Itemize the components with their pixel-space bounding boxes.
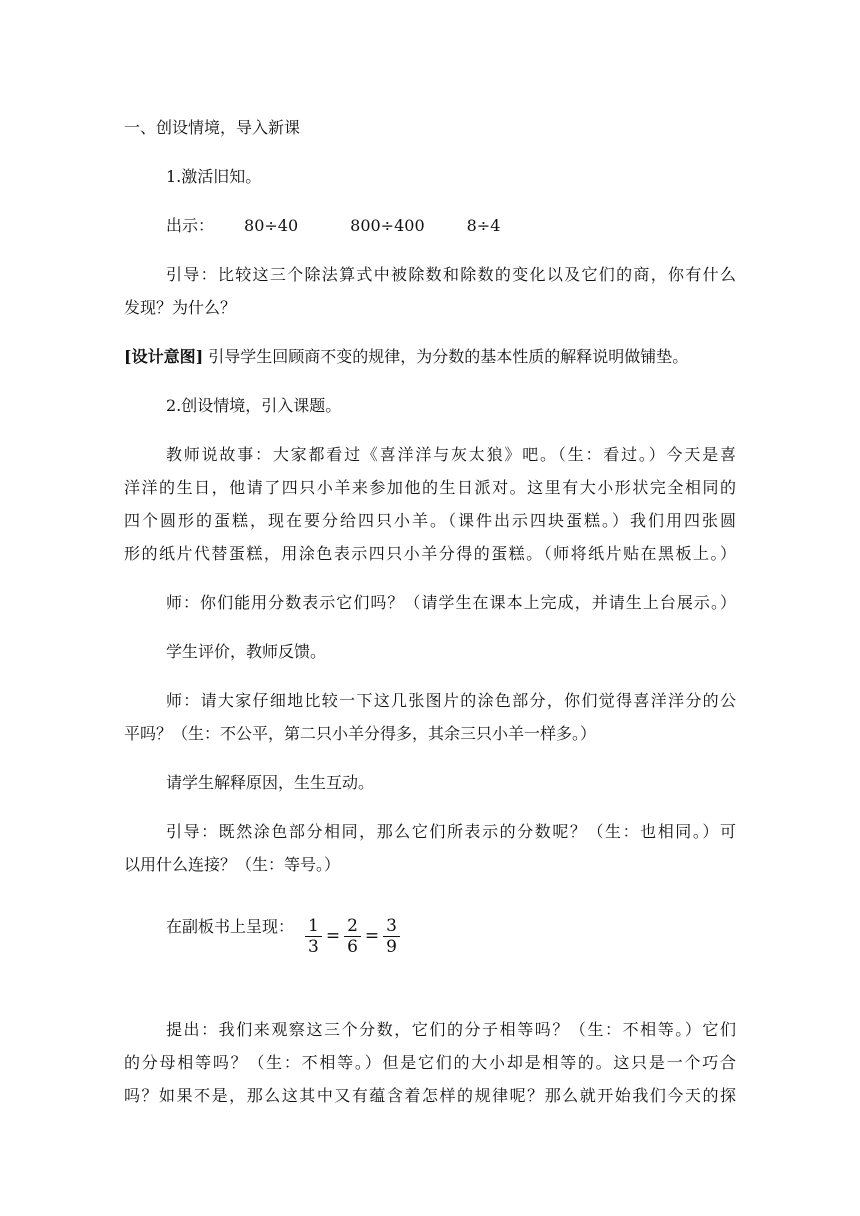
student-evaluation: 学生评价，教师反馈。: [166, 642, 327, 661]
section-heading: 一、创设情境，导入新课: [124, 118, 301, 137]
show-line: [166, 216, 500, 236]
fraction-2: [344, 916, 361, 957]
propose-line-1: 提出：我们来观察这三个分数，它们的分子相等吗？（生：不相等。）它们: [166, 1020, 736, 1039]
fraction-2-numerator: 2: [344, 916, 361, 937]
step-2-title: 2.创设情境，引入课题。: [166, 396, 342, 415]
guide-1-line-2: 发现？为什么？: [124, 298, 237, 317]
board-line: [166, 912, 403, 960]
fraction-3-denominator: 9: [386, 936, 397, 957]
teacher-question-1: 师：你们能用分数表示它们吗？（请学生在课本上完成，并请生上台展示。）: [166, 593, 736, 612]
guide-1-line-1: 引导：比较这三个除法算式中被除数和除数的变化以及它们的商，你有什么: [166, 265, 736, 284]
expression-2: 800÷400: [350, 216, 425, 235]
design-intent-text: 引导学生回顾商不变的规律，为分数的基本性质的解释说明做铺垫。: [203, 347, 689, 366]
fraction-3-numerator: 3: [383, 916, 400, 937]
fraction-1-denominator: 3: [308, 936, 319, 957]
story-line-1: 教师说故事：大家都看过《喜洋洋与灰太狼》吧。（生：看过。）今天是喜: [166, 445, 736, 464]
design-intent: [124, 347, 688, 367]
board-label: 在副板书上呈现：: [166, 917, 295, 936]
propose-line-3: 吗？如果不是，那么这其中又有蕴含着怎样的规律呢？那么就开始我们今天的探: [124, 1086, 736, 1105]
fraction-1: [305, 916, 322, 957]
guide-2-line-1: 引导：既然涂色部分相同，那么它们所表示的分数呢？（生：也相同。）可: [166, 822, 736, 841]
expression-1: 80÷40: [244, 216, 299, 235]
step-1-title: 1.激活旧知。: [166, 167, 262, 186]
fraction-3: [383, 916, 400, 957]
guide-2-line-2: 以用什么连接？（生：等号。）: [124, 855, 341, 874]
fraction-1-numerator: 1: [305, 916, 322, 937]
design-intent-label: [设计意图]: [124, 347, 204, 366]
explain-line: 请学生解释原因，生生互动。: [166, 773, 375, 792]
story-line-2: 洋洋的生日，他请了四只小羊来参加他的生日派对。这里有大小形状完全相同的: [124, 478, 736, 497]
fraction-2-denominator: 6: [347, 936, 358, 957]
story-line-3: 四个圆形的蛋糕，现在要分给四只小羊。（课件出示四块蛋糕。）我们用四张圆: [124, 511, 736, 530]
expression-3: 8÷4: [466, 216, 501, 235]
propose-line-2: 的分母相等吗？（生：不相等。）但是它们的大小却是相等的。这只是一个巧合: [124, 1053, 736, 1072]
teacher-question-2-line-1: 师：请大家仔细地比较一下这几张图片的涂色部分，你们觉得喜洋洋分的公: [166, 691, 736, 710]
show-label: 出示：: [166, 216, 215, 235]
story-line-4: 形的纸片代替蛋糕，用涂色表示四只小羊分得的蛋糕。（师将纸片贴在黑板上。）: [124, 544, 736, 563]
equals-sign-2: =: [364, 926, 380, 946]
teacher-question-2-line-2: 平吗？（生：不公平，第二只小羊分得多，其余三只小羊一样多。）: [124, 724, 597, 743]
equals-sign-1: =: [325, 926, 341, 946]
